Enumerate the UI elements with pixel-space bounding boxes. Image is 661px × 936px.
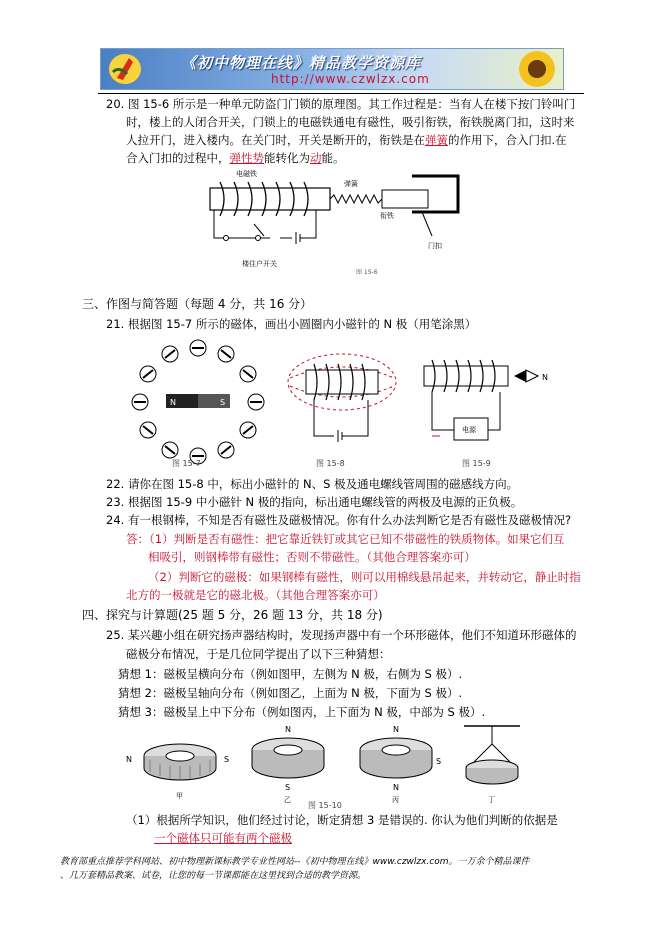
yi-label: 乙 — [284, 796, 291, 804]
figure-15-6-door-lock — [200, 168, 470, 276]
compass-needle-s — [526, 370, 538, 382]
bing-s-label: S — [436, 757, 442, 766]
guess-3: 猜想 3：磁极呈上中下分布（例如图丙，上下面为 N 极，中部为 S 极）. — [118, 705, 486, 719]
q20-line4b-text: 能转化为 — [264, 151, 310, 165]
q21-text: 21. 根据图 15-7 所示的磁体，画出小圆圈内小磁针的 N 极（用笔涂黑） — [106, 317, 477, 331]
ring-magnet-bing — [360, 738, 432, 778]
q24-answer-line4: 北方的一极就是它的磁北极。（其他合理答案亦可） — [126, 588, 385, 602]
q20-answer-elastic: 弹性势 — [229, 151, 264, 165]
figure-15-7-compasses — [128, 336, 268, 468]
label-spring: 弹簧 — [344, 180, 358, 188]
ring-magnet-jia — [144, 744, 216, 780]
q20-line1: 20. 图 15-6 所示是一种单元防盗门门锁的原理图。其工作过程是：当有人在楼下按门铃叫门 — [106, 97, 576, 111]
label-switch: 楼住户开关 — [242, 260, 277, 268]
q25-sub1: （1）根据所学知识，他们经过讨论，断定猜想 3 是错误的. 你认为他们判断的依据是 — [126, 813, 558, 827]
section4-title: 四、探究与计算题(25 题 5 分，26 题 13 分，共 18 分) — [82, 608, 383, 622]
bing-n-top-label: N — [393, 725, 399, 734]
switch-contact — [224, 236, 229, 241]
q23-text: 23. 根据图 15-9 中小磁针 N 极的指向，标出通电螺线管的两极及电源的正负极。 — [106, 495, 523, 509]
banner-url[interactable]: http://www.czwlzx.com — [271, 72, 430, 86]
header-rule — [98, 93, 584, 94]
figure-15-8-solenoid — [284, 344, 400, 450]
sunflower-icon — [519, 51, 555, 87]
yi-n-label: N — [285, 725, 291, 734]
electromagnet-coil — [220, 182, 308, 216]
q25-sub1-answer: 一个磁体只可能有两个磁极 — [154, 831, 292, 845]
bar-magnet-s — [198, 394, 230, 408]
q25-line2: 磁极分布情况，于是几位同学提出了以下三种猜想： — [126, 647, 391, 661]
label-latch: 门扣 — [428, 242, 442, 250]
q20-line3 — [126, 132, 567, 149]
figure-15-9-solenoid — [414, 350, 554, 450]
latch-leader — [422, 212, 432, 236]
footer-line1: 教育部重点推荐学科网站、初中物理新课标教学专业性网站--《初中物理在线》www.czwlzx.com。一万余个精品课件 — [60, 857, 530, 867]
figure-caption: 图 15-6 — [356, 269, 378, 276]
magnet-n-label: N — [170, 398, 176, 407]
needle-n-label: N — [542, 373, 548, 382]
q20-line4 — [126, 150, 345, 167]
fig-15-10-caption: 图 15-10 — [308, 801, 342, 810]
jia-n-label: N — [126, 755, 132, 764]
suspended-ring-ding — [464, 726, 520, 784]
latch-bracket — [412, 176, 458, 212]
q20-line3-text: 人拉开门，进入楼内。在关门时，开关是断开的，衔铁是在 — [126, 133, 425, 147]
page-footer — [60, 855, 620, 883]
ding-label: 丁 — [488, 796, 495, 804]
spring-zigzag — [330, 195, 382, 203]
ring-magnet-yi — [252, 738, 324, 778]
label-electromagnet: 电磁铁 — [236, 170, 257, 178]
q20-line4a-text: 合入门扣的过程中， — [126, 151, 230, 165]
compass-needle-n — [514, 370, 526, 382]
q24-answer-line2: 相吸引，则钢棒带有磁性；否则不带磁性。（其他合理答案亦可） — [148, 550, 476, 564]
q25-line1: 25. 某兴趣小组在研究扬声器结构时，发现扬声器中有一个环形磁体，他们不知道环形磁体的 — [106, 628, 577, 642]
bing-label: 丙 — [392, 796, 399, 804]
footer-line2: 、几万套精品教案、试卷，让您的每一节课都能在这里找到合适的教学资源。 — [60, 871, 367, 881]
q20-answer-spring: 弹簧 — [425, 133, 448, 147]
switch-arrow — [254, 224, 264, 236]
section3-title: 三、作图与简答题（每题 4 分，共 16 分） — [82, 297, 313, 311]
switch-contact — [256, 236, 261, 241]
fig-15-7-caption: 图 15-7 — [172, 459, 201, 468]
header-banner — [100, 48, 564, 90]
circuit-battery — [280, 210, 316, 244]
power-source-label: 电源 — [462, 426, 476, 434]
q20-line2: 时，楼上的人闭合开关，门锁上的电磁铁通电有磁性，吸引衔铁，衔铁脱离门扣，这时来 — [126, 115, 575, 129]
q20-line4c-text: 能。 — [321, 151, 345, 165]
jia-s-label: S — [224, 755, 230, 764]
q24-answer-line3: （2）判断它的磁极：如果钢棒有磁性，则可以用棉线悬吊起来，并转动它，静止时指 — [148, 570, 581, 584]
yi-s-label: S — [285, 783, 291, 792]
guess-1: 猜想 1：磁极呈横向分布（例如图甲，左侧为 N 极，右侧为 S 极）. — [118, 667, 463, 681]
armature-bar — [382, 190, 428, 208]
fig-15-8-caption: 图 15-8 — [316, 459, 345, 468]
jia-label: 甲 — [176, 792, 183, 800]
label-armature: 衔铁 — [380, 212, 394, 220]
q24-answer-line1: 答：（1）判断是否有磁性：把它靠近铁钉或其它已知不带磁性的铁质物体。如果它们互 — [126, 532, 565, 546]
q24-text: 24. 有一根钢棒，不知是否有磁性及磁极情况。你有什么办法判断它是否有磁性及磁极情况? — [106, 513, 572, 527]
q22-text: 22. 请你在图 15-8 中，标出小磁针的 N、S 极及通电螺线管周围的磁感线方向。 — [106, 477, 519, 491]
q20-line3b-text: 的作用下，合入门扣.在 — [448, 133, 567, 147]
guess-2: 猜想 2：磁极呈轴向分布（例如图乙，上面为 N 极，下面为 S 极）. — [118, 686, 463, 700]
q20-answer-kinetic: 动 — [310, 151, 322, 165]
figure-15-10-ring-magnets — [120, 722, 530, 806]
magnet-s-label: S — [220, 398, 226, 407]
fig-15-9-caption: 图 15-9 — [462, 459, 491, 468]
banner-title: 《初中物理在线》精品教学资源库 — [181, 54, 422, 72]
electromagnet-core — [210, 188, 330, 210]
bing-n-bottom-label: N — [393, 783, 399, 792]
site-logo-icon — [107, 52, 143, 86]
solenoid-circuit — [314, 400, 368, 442]
